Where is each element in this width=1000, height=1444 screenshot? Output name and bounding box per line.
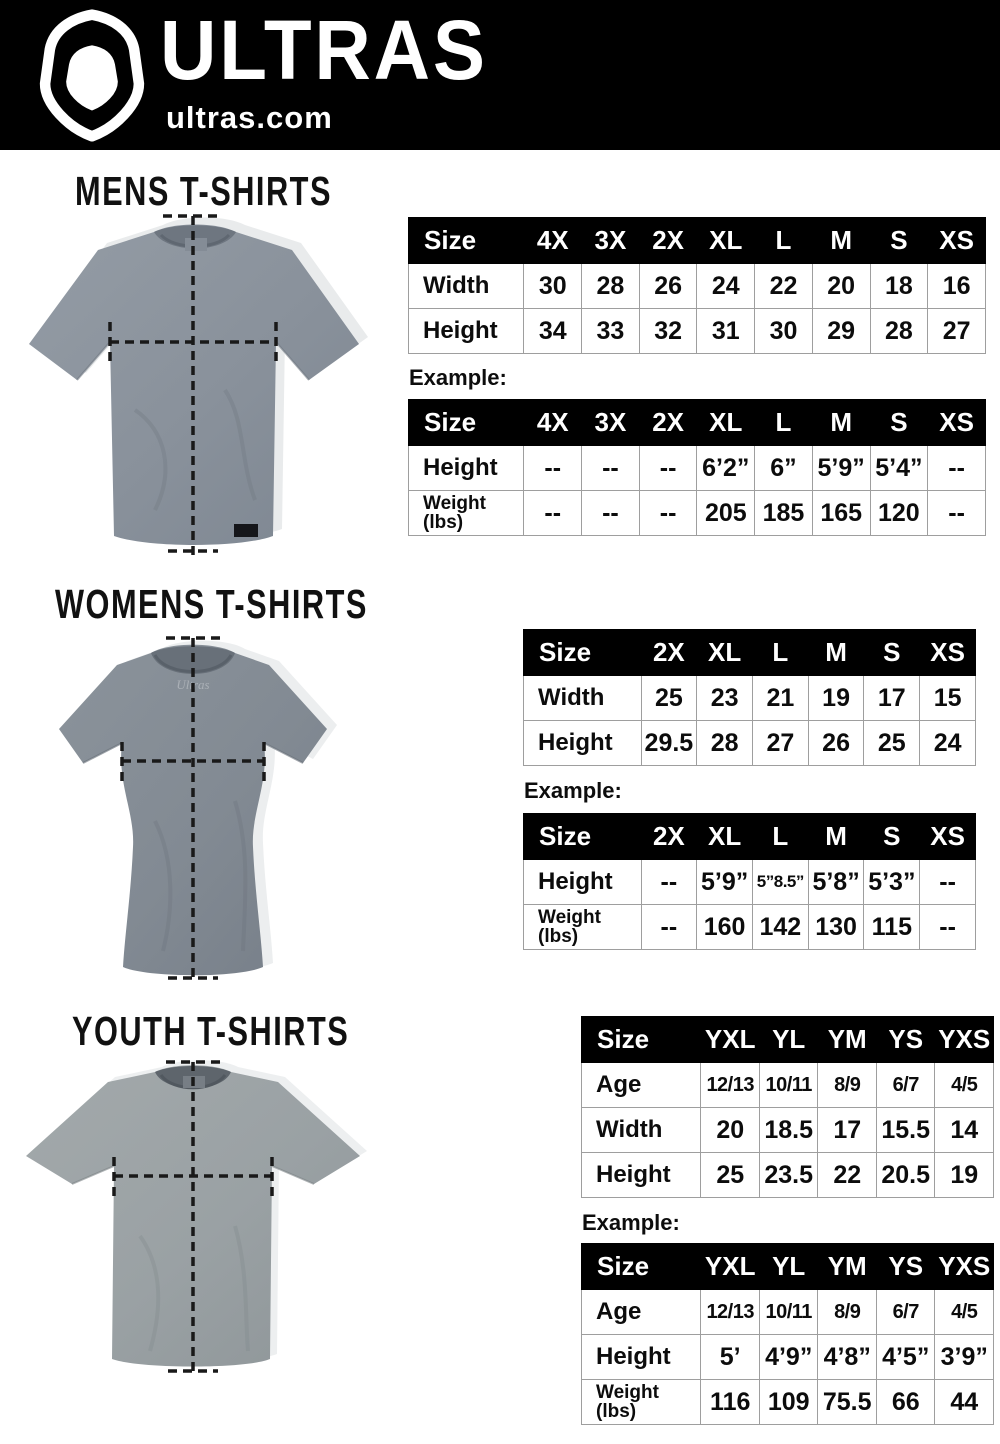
table-row — [409, 446, 986, 491]
cell-value: 30 — [755, 309, 813, 354]
cell-value: -- — [641, 860, 697, 905]
mens-tshirt-image — [15, 210, 380, 562]
cell-value: 165 — [812, 491, 870, 536]
col-header: YL — [759, 1244, 818, 1290]
cell-value: -- — [582, 491, 640, 536]
cell-value: 14 — [935, 1108, 994, 1153]
cell-value: 66 — [876, 1380, 935, 1425]
table-row — [524, 721, 976, 766]
table-row — [582, 1335, 994, 1380]
col-header: M — [808, 814, 864, 860]
womens-size-table — [523, 629, 976, 766]
cell-value: 75.5 — [818, 1380, 877, 1425]
row-label: Weight (lbs) — [409, 491, 524, 536]
cell-value: 19 — [935, 1153, 994, 1198]
cell-value: 26 — [808, 721, 864, 766]
col-header: YXL — [701, 1017, 760, 1063]
col-header: YS — [876, 1244, 935, 1290]
cell-value: 10/11 — [759, 1290, 818, 1335]
table-row — [524, 860, 976, 905]
col-header: XS — [920, 814, 976, 860]
cell-value: 205 — [697, 491, 755, 536]
table-row — [409, 264, 986, 309]
table-header-row — [524, 630, 976, 676]
col-header: S — [870, 400, 928, 446]
col-header-size: Size — [582, 1017, 701, 1063]
cell-value: 15.5 — [876, 1108, 935, 1153]
col-header: L — [752, 630, 808, 676]
table-row — [582, 1290, 994, 1335]
cell-value: 6/7 — [876, 1063, 935, 1108]
cell-value: 27 — [752, 721, 808, 766]
cell-value: -- — [524, 491, 582, 536]
col-header: L — [752, 814, 808, 860]
cell-value: 17 — [818, 1108, 877, 1153]
cell-value: 4’8” — [818, 1335, 877, 1380]
table-row — [582, 1108, 994, 1153]
cell-value: 3’9” — [935, 1335, 994, 1380]
cell-value: 5”8.5” — [752, 860, 808, 905]
cell-value: 116 — [701, 1380, 760, 1425]
cell-value: 8/9 — [818, 1290, 877, 1335]
row-label: Width — [582, 1108, 701, 1153]
table-row — [582, 1153, 994, 1198]
col-header: L — [755, 400, 813, 446]
col-header: XL — [697, 218, 755, 264]
table-header-row — [582, 1244, 994, 1290]
row-label: Height — [582, 1153, 701, 1198]
cell-value: 4/5 — [935, 1063, 994, 1108]
brand-name: ULTRAS — [160, 3, 488, 97]
youth-shirt-shape — [26, 1060, 367, 1366]
cell-value: 20.5 — [876, 1153, 935, 1198]
cell-value: -- — [928, 446, 986, 491]
mens-example-label: Example: — [409, 365, 507, 390]
col-header: 3X — [582, 218, 640, 264]
cell-value: 24 — [920, 721, 976, 766]
cell-value: 23 — [697, 676, 753, 721]
cell-value: 5’9” — [812, 446, 870, 491]
col-header: YS — [876, 1017, 935, 1063]
cell-value: 142 — [752, 905, 808, 950]
col-header: S — [864, 814, 920, 860]
cell-value: 28 — [697, 721, 753, 766]
col-header: S — [870, 218, 928, 264]
table-header-row — [409, 400, 986, 446]
col-header: S — [864, 630, 920, 676]
cell-value: 109 — [759, 1380, 818, 1425]
mens-section-title: MENS T-SHIRTS — [75, 168, 332, 214]
col-header: XS — [928, 218, 986, 264]
row-label: Height — [409, 309, 524, 354]
cell-value: 25 — [701, 1153, 760, 1198]
col-header: YM — [818, 1017, 877, 1063]
table-header-row — [524, 814, 976, 860]
row-label: Weight (lbs) — [582, 1380, 701, 1425]
col-header: YXS — [935, 1244, 994, 1290]
cell-value: -- — [639, 491, 697, 536]
cell-value: 29.5 — [641, 721, 697, 766]
col-header: YXL — [701, 1244, 760, 1290]
col-header-size: Size — [409, 400, 524, 446]
col-header-size: Size — [524, 814, 642, 860]
svg-text:Ultras: Ultras — [176, 677, 210, 692]
cell-value: 130 — [808, 905, 864, 950]
row-label: Height — [524, 721, 642, 766]
cell-value: 115 — [864, 905, 920, 950]
col-header: 2X — [641, 814, 697, 860]
mens-shirt-shape — [29, 218, 368, 546]
table-row — [524, 905, 976, 950]
cell-value: 34 — [524, 309, 582, 354]
youth-tshirt-image — [20, 1056, 370, 1380]
cell-value: 5’ — [701, 1335, 760, 1380]
table-row — [582, 1380, 994, 1425]
col-header: L — [755, 218, 813, 264]
col-header: M — [812, 218, 870, 264]
cell-value: 17 — [864, 676, 920, 721]
col-header: 4X — [524, 218, 582, 264]
row-label: Width — [524, 676, 642, 721]
cell-value: 15 — [920, 676, 976, 721]
cell-value: 4’5” — [876, 1335, 935, 1380]
cell-value: 6/7 — [876, 1290, 935, 1335]
col-header: YXS — [935, 1017, 994, 1063]
cell-value: 26 — [639, 264, 697, 309]
col-header: XL — [697, 630, 753, 676]
womens-example-table — [523, 813, 976, 950]
cell-value: 4’9” — [759, 1335, 818, 1380]
cell-value: 24 — [697, 264, 755, 309]
cell-value: 33 — [582, 309, 640, 354]
col-header-size: Size — [524, 630, 642, 676]
cell-value: -- — [641, 905, 697, 950]
cell-value: 8/9 — [818, 1063, 877, 1108]
col-header: 2X — [639, 218, 697, 264]
cell-value: 22 — [755, 264, 813, 309]
col-header: 2X — [639, 400, 697, 446]
row-label: Height — [524, 860, 642, 905]
cell-value: 160 — [697, 905, 753, 950]
brand-site-url: ultras.com — [166, 100, 333, 135]
col-header: XS — [928, 400, 986, 446]
mens-example-table — [408, 399, 986, 536]
cell-value: 12/13 — [701, 1290, 760, 1335]
cell-value: 6” — [755, 446, 813, 491]
cell-value: 44 — [935, 1380, 994, 1425]
cell-value: -- — [639, 446, 697, 491]
col-header: M — [808, 630, 864, 676]
cell-value: 22 — [818, 1153, 877, 1198]
youth-section-title: YOUTH T-SHIRTS — [72, 1008, 350, 1054]
col-header: XS — [920, 630, 976, 676]
cell-value: 18 — [870, 264, 928, 309]
womens-shirt-shape — [59, 641, 337, 976]
cell-value: 5’4” — [870, 446, 928, 491]
row-label: Width — [409, 264, 524, 309]
col-header: 4X — [524, 400, 582, 446]
cell-value: 20 — [701, 1108, 760, 1153]
col-header: XL — [697, 400, 755, 446]
row-label: Weight (lbs) — [524, 905, 642, 950]
cell-value: 23.5 — [759, 1153, 818, 1198]
youth-example-label: Example: — [582, 1210, 680, 1235]
cell-value: 120 — [870, 491, 928, 536]
table-row — [582, 1063, 994, 1108]
col-header: XL — [697, 814, 753, 860]
table-row — [409, 309, 986, 354]
cell-value: -- — [524, 446, 582, 491]
cell-value: -- — [928, 491, 986, 536]
cell-value: 25 — [864, 721, 920, 766]
womens-section-title: WOMENS T-SHIRTS — [55, 581, 368, 627]
pentagon-shield-icon — [30, 8, 154, 142]
cell-value: 28 — [870, 309, 928, 354]
table-header-row — [409, 218, 986, 264]
table-header-row — [582, 1017, 994, 1063]
cell-value: 5’9” — [697, 860, 753, 905]
col-header: M — [812, 400, 870, 446]
cell-value: -- — [920, 860, 976, 905]
cell-value: 28 — [582, 264, 640, 309]
cell-value: -- — [920, 905, 976, 950]
cell-value: 27 — [928, 309, 986, 354]
row-label: Height — [409, 446, 524, 491]
col-header: YL — [759, 1017, 818, 1063]
cell-value: 19 — [808, 676, 864, 721]
cell-value: 18.5 — [759, 1108, 818, 1153]
cell-value: 31 — [697, 309, 755, 354]
cell-value: 29 — [812, 309, 870, 354]
cell-value: 6’2” — [697, 446, 755, 491]
womens-tshirt-image — [45, 631, 355, 985]
cell-value: 16 — [928, 264, 986, 309]
cell-value: 30 — [524, 264, 582, 309]
row-label: Age — [582, 1063, 701, 1108]
mens-size-table — [408, 217, 986, 354]
table-row — [409, 491, 986, 536]
youth-size-table — [581, 1016, 994, 1198]
cell-value: -- — [582, 446, 640, 491]
cell-value: 20 — [812, 264, 870, 309]
cell-value: 4/5 — [935, 1290, 994, 1335]
cell-value: 12/13 — [701, 1063, 760, 1108]
cell-value: 25 — [641, 676, 697, 721]
cell-value: 21 — [752, 676, 808, 721]
cell-value: 10/11 — [759, 1063, 818, 1108]
col-header: 2X — [641, 630, 697, 676]
row-label: Age — [582, 1290, 701, 1335]
womens-example-label: Example: — [524, 778, 622, 803]
youth-example-table — [581, 1243, 994, 1425]
col-header-size: Size — [582, 1244, 701, 1290]
table-row — [524, 676, 976, 721]
site-header — [0, 0, 1000, 150]
row-label: Height — [582, 1335, 701, 1380]
col-header: YM — [818, 1244, 877, 1290]
col-header: 3X — [582, 400, 640, 446]
cell-value: 32 — [639, 309, 697, 354]
cell-value: 5’3” — [864, 860, 920, 905]
cell-value: 185 — [755, 491, 813, 536]
cell-value: 5’8” — [808, 860, 864, 905]
col-header-size: Size — [409, 218, 524, 264]
